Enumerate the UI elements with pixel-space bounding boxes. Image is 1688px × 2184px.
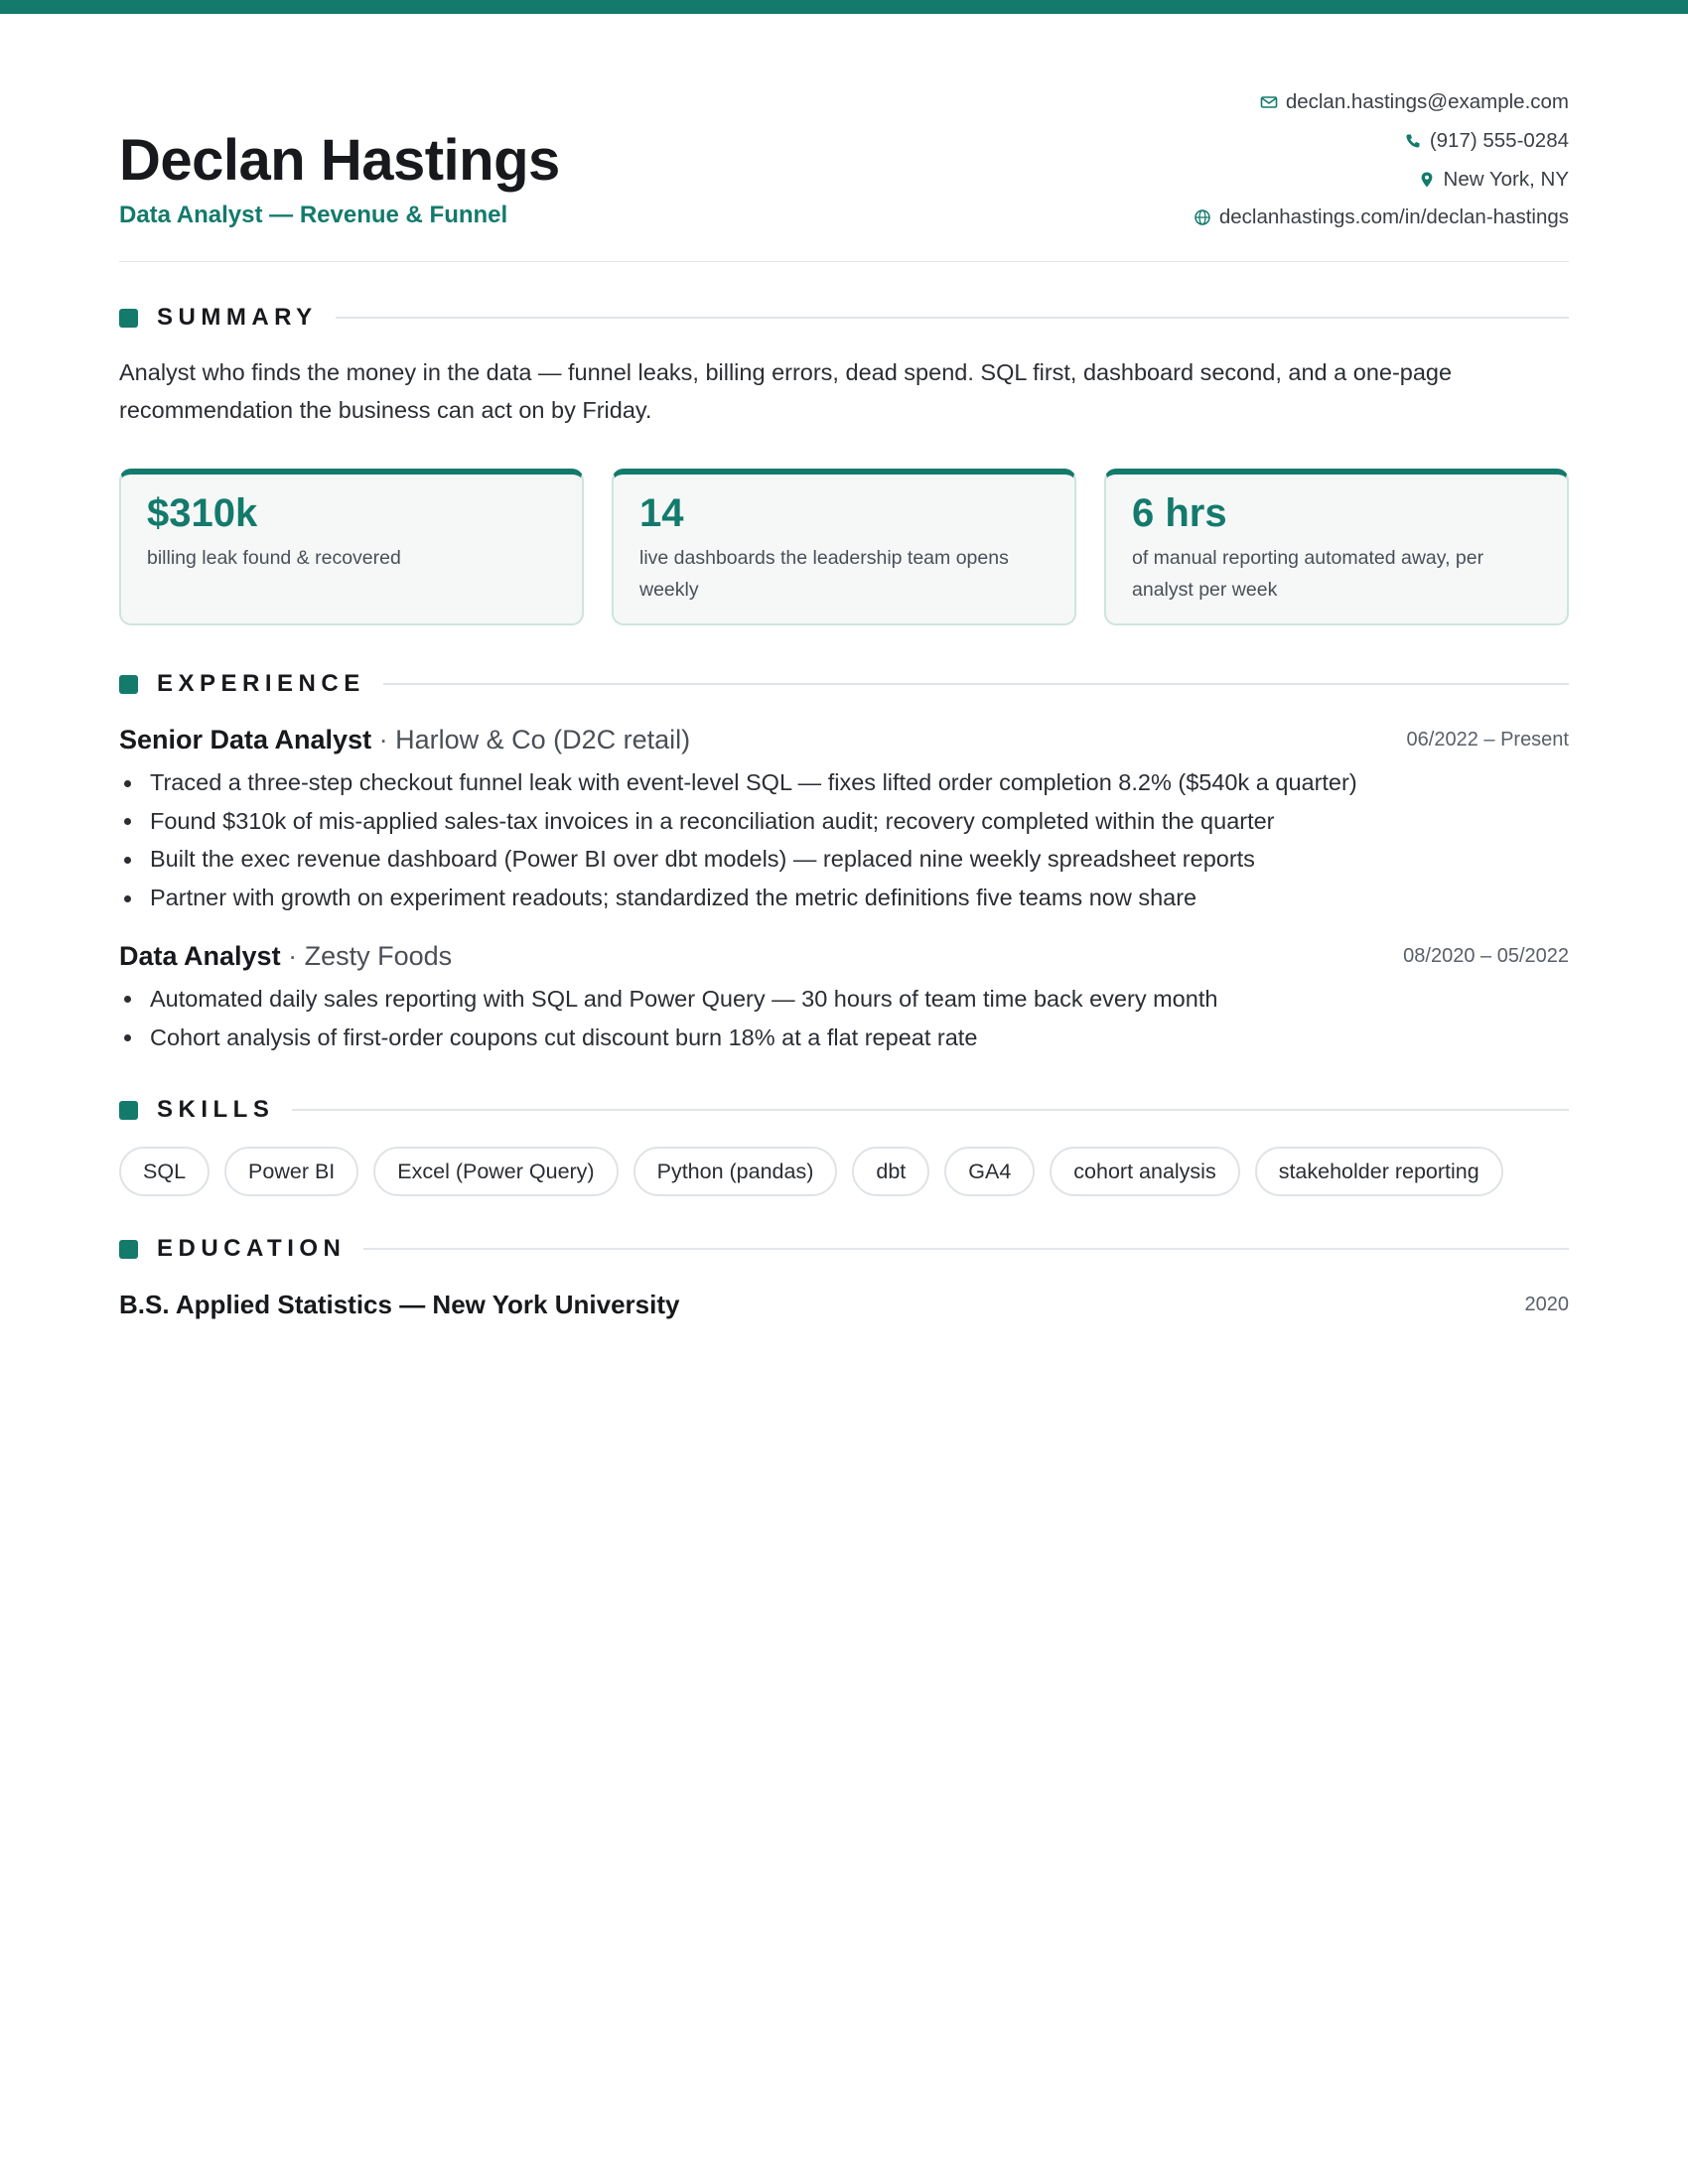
job-entry	[119, 936, 1569, 1056]
resume-header	[119, 0, 1569, 262]
job-title-line	[119, 936, 452, 976]
skill-chip: Power BI	[224, 1147, 358, 1196]
job-entry	[119, 720, 1569, 917]
metric-card	[119, 469, 584, 625]
education-year: 2020	[1524, 1294, 1569, 1316]
summary-section-heading	[119, 298, 1569, 338]
job-dates: 06/2022 – Present	[1406, 729, 1569, 751]
skills-title: SKILLS	[157, 1096, 275, 1124]
education-title: EDUCATION	[157, 1235, 347, 1263]
job-bullet: Found $310k of mis-applied sales-tax invoices in a reconciliation audit; recovery completed within the quarter	[119, 802, 1569, 841]
skill-chip: SQL	[119, 1147, 210, 1196]
skill-chip: Excel (Power Query)	[373, 1147, 618, 1196]
contact-website[interactable]	[1194, 199, 1569, 237]
candidate-headline: Data Analyst — Revenue & Funnel	[119, 202, 508, 228]
location-text: New York, NY	[1443, 167, 1569, 191]
contact-block	[1194, 83, 1569, 237]
metric-value: $310k	[147, 491, 258, 535]
job-role: Senior Data Analyst	[119, 725, 372, 754]
education-degree: B.S. Applied Statistics — New York University	[119, 1290, 680, 1320]
candidate-name: Declan Hastings	[119, 128, 560, 193]
section-marker	[119, 309, 138, 328]
skills-list	[119, 1147, 1569, 1196]
skills-section-heading	[119, 1090, 1569, 1130]
job-role: Data Analyst	[119, 940, 281, 971]
mail-icon	[1260, 93, 1278, 111]
metric-label: of manual reporting automated away, per analyst per week	[1132, 547, 1484, 601]
metric-card	[1104, 469, 1569, 625]
skill-chip: stakeholder reporting	[1255, 1147, 1503, 1196]
section-marker	[119, 1101, 138, 1120]
job-header	[119, 720, 1569, 759]
section-divider	[292, 1109, 1569, 1111]
metric-value: 6 hrs	[1132, 491, 1227, 535]
job-title-line	[119, 720, 690, 759]
job-bullet: Cohort analysis of first-order coupons cut discount burn 18% at a flat repeat rate	[119, 1019, 1569, 1057]
skill-chip: Python (pandas)	[633, 1147, 838, 1196]
job-header	[119, 936, 1569, 976]
metric-card	[612, 469, 1076, 625]
metric-label: billing leak found & recovered	[147, 547, 401, 569]
contact-email[interactable]	[1194, 83, 1569, 122]
job-bullet: Automated daily sales reporting with SQL and Power Query — 30 hours of team time back every month	[119, 980, 1569, 1019]
section-divider	[336, 317, 1569, 319]
section-divider	[363, 1248, 1569, 1250]
job-dates: 08/2020 – 05/2022	[1403, 944, 1569, 967]
job-separator: ·	[378, 725, 388, 754]
summary-title: SUMMARY	[157, 304, 318, 331]
phone-text: (917) 555-0284	[1429, 129, 1569, 153]
globe-icon	[1194, 208, 1211, 226]
education-section-heading	[119, 1229, 1569, 1269]
job-bullet: Traced a three-step checkout funnel leak with event-level SQL — fixes lifted order completion 8.2% ($540k a quarter)	[119, 763, 1569, 802]
metrics-row	[119, 469, 1569, 625]
metric-value: 14	[639, 491, 684, 535]
job-bullet: Partner with growth on experiment readouts; standardized the metric definitions five teams now share	[119, 879, 1569, 917]
job-company: Zesty Foods	[304, 940, 453, 971]
resume-page	[119, 0, 1569, 1324]
location-pin-icon	[1418, 171, 1436, 189]
education-entry	[119, 1285, 1569, 1324]
section-divider	[383, 683, 1569, 685]
email-text: declan.hastings@example.com	[1285, 90, 1569, 114]
section-marker	[119, 675, 138, 694]
metric-label: live dashboards the leadership team opens weekly	[639, 547, 1009, 601]
website-text: declanhastings.com/in/declan-hastings	[1218, 205, 1569, 229]
job-bullets	[119, 980, 1569, 1056]
experience-title: EXPERIENCE	[157, 670, 365, 697]
job-company: Harlow & Co (D2C retail)	[395, 725, 691, 754]
section-marker	[119, 1240, 138, 1259]
job-separator: ·	[288, 940, 298, 971]
skill-chip: GA4	[944, 1147, 1035, 1196]
skill-chip: cohort analysis	[1050, 1147, 1239, 1196]
experience-section-heading	[119, 664, 1569, 704]
phone-icon	[1404, 132, 1422, 150]
job-bullets	[119, 763, 1569, 917]
contact-phone[interactable]	[1194, 122, 1569, 161]
skill-chip: dbt	[852, 1147, 929, 1196]
summary-text: Analyst who finds the money in the data — funnel leaks, billing errors, dead spend. SQL first, dashboard second, and a one-page recommendation the business can act on by Friday.	[119, 359, 1453, 423]
job-bullet: Built the exec revenue dashboard (Power BI over dbt models) — replaced nine weekly spreadsheet reports	[119, 840, 1569, 879]
contact-location	[1194, 160, 1569, 199]
